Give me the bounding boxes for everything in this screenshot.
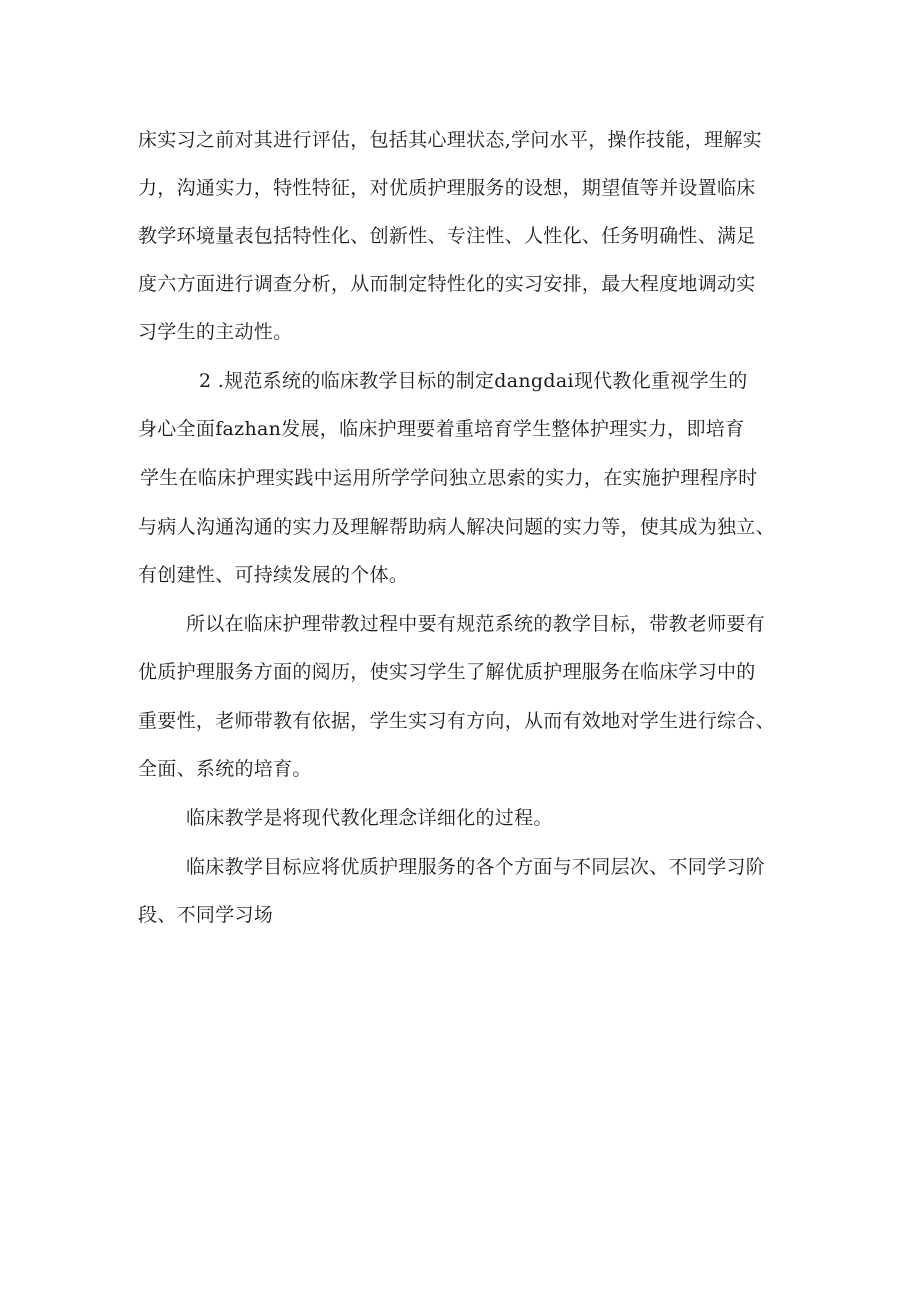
paragraph-line-16: 临床教学目标应将优质护理服务的各个方面与不同层次、不同学习阶: [186, 856, 766, 878]
paragraph-line-9: 与病人沟通沟通的实力及理解帮助病人解决问题的实力等，使其成为独立、: [138, 516, 775, 538]
paragraph-line-5: 习学生的主动性。: [138, 321, 293, 343]
paragraph-line-13: 重要性，老师带教有依据，学生实习有方向，从而有效地对学生进行综合、: [138, 710, 775, 732]
paragraph-line-14: 全面、系统的培育。: [138, 758, 312, 780]
paragraph-line-7: 身心全面fazhan发展，临床护理要着重培育学生整体护理实力，即培育: [138, 418, 745, 440]
paragraph-line-15: 临床教学是将现代教化理念详细化的过程。: [186, 807, 553, 829]
paragraph-line-1: 床实习之前对其进行评估，包括其心理状态,学问水平，操作技能，理解实: [138, 129, 762, 151]
paragraph-line-11: 所以在临床护理带教过程中要有规范系统的教学目标，带教老师要有: [186, 613, 766, 635]
paragraph-line-10: 有创建性、可持续发展的个体。: [138, 564, 409, 586]
paragraph-line-3: 教学环境量表包括特性化、创新性、专注性、人性化、任务明确性、满足: [138, 225, 756, 247]
paragraph-line-2: 力，沟通实力，特性特征，对优质护理服务的设想，期望值等并设置临床: [138, 177, 756, 199]
paragraph-line-12: 优质护理服务方面的阅历，使实习学生了解优质护理服务在临床学习中的: [138, 661, 756, 683]
paragraph-line-8: 学生在临床护理实践中运用所学学问独立思索的实力，在实施护理程序时: [140, 467, 758, 489]
section-2-heading-line: 2 .规范系统的临床教学目标的制定dangdai现代教化重视学生的: [199, 370, 748, 392]
paragraph-line-4: 度六方面进行调查分析，从而制定特性化的实习安排，最大程度地调动实: [138, 273, 756, 295]
paragraph-line-17: 段、不同学习场: [138, 904, 274, 926]
